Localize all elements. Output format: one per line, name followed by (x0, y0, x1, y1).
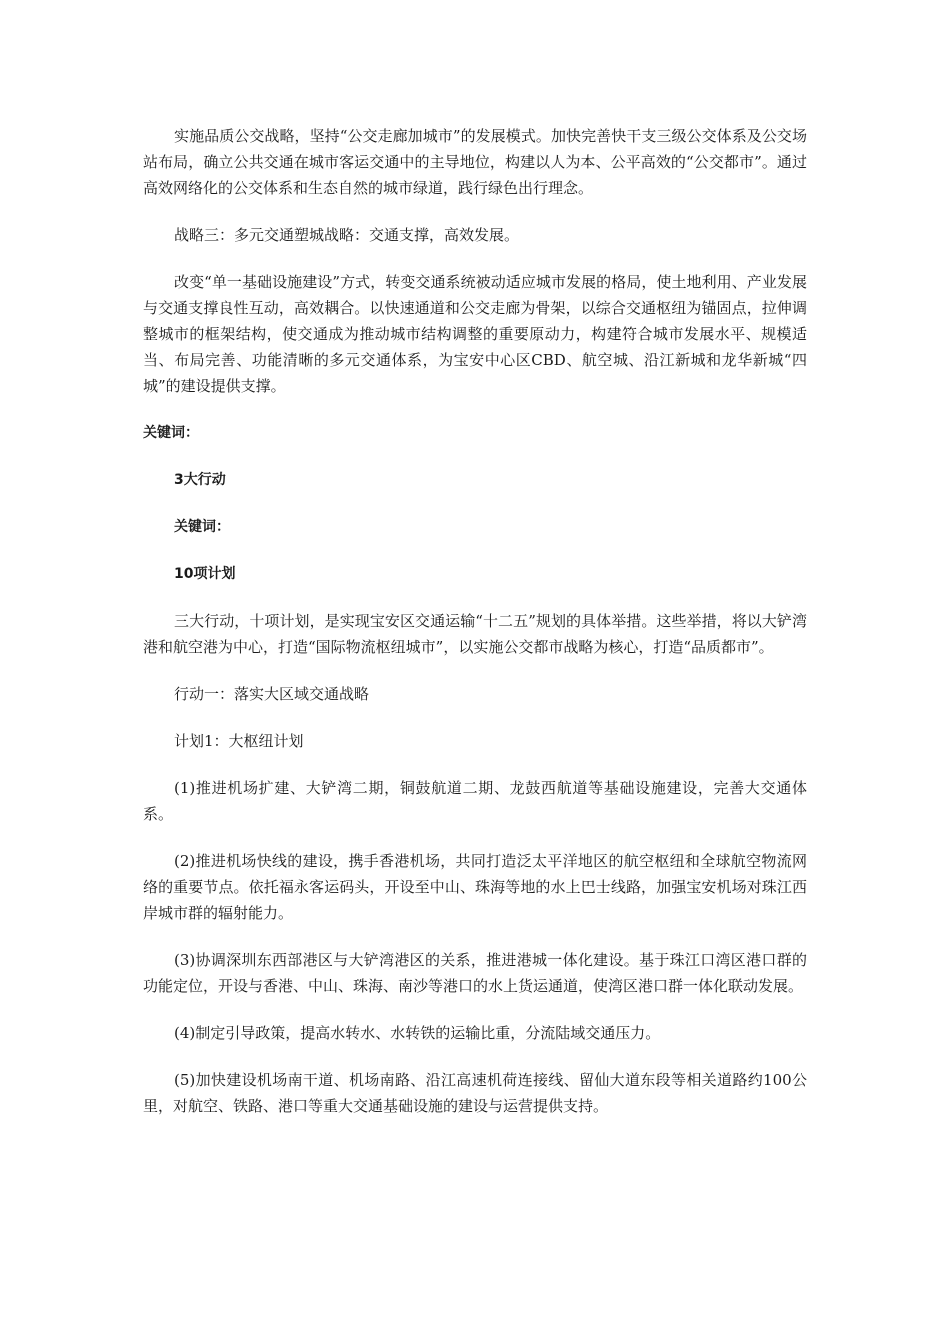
list-item-2: (2)推进机场快线的建设，携手香港机场，共同打造泛太平洋地区的航空枢纽和全球航空物流网络的重要节点。依托福永客运码头，开设至中山、珠海等地的水上巴士线路，加强宝安机场对珠江西岸城市群的辐射能力。 (143, 852, 807, 922)
keyword-label: 关键词： (143, 425, 199, 441)
heading-ten-plans: 10项计划 (174, 566, 236, 582)
heading-three-actions: 3大行动 (174, 472, 226, 488)
paragraph-multimodal: 改变“单一基础设施建设”方式，转变交通系统被动适应城市发展的格局，使土地利用、产业发展与交通支撑良性互动，高效耦合。以快速通道和公交走廊为骨架，以综合交通枢纽为锚固点，拉伸调整城市的框架结构，使交通成为推动城市结构调整的重要原动力，构建符合城市发展水平、规模适当、布局完善、功能清晰的多元交通体系，为宝安中心区CBD、航空城、沿江新城和龙华新城“四城”的建设提供支撑。 (143, 273, 807, 395)
document-body (143, 123, 807, 1140)
list-item-1: (1)推进机场扩建、大铲湾二期，铜鼓航道二期、龙鼓西航道等基础设施建设，完善大交通体系。 (143, 779, 807, 823)
heading-action-one: 行动一：落实大区域交通战略 (174, 685, 370, 703)
paragraph-transit-strategy: 实施品质公交战略，坚持“公交走廊加城市”的发展模式。加快完善快干支三级公交体系及公交场站布局，确立公共交通在城市客运交通中的主导地位，构建以人为本、公平高效的“公交都市”。通过高效网络化的公交体系和生态自然的城市绿道，践行绿色出行理念。 (143, 127, 807, 197)
list-item-5: (5)加快建设机场南干道、机场南路、沿江高速机荷连接线、留仙大道东段等相关道路约100公里，对航空、铁路、港口等重大交通基础设施的建设与运营提供支持。 (143, 1071, 807, 1115)
heading-plan-one: 计划1：大枢纽计划 (174, 732, 304, 750)
paragraph-actions-intro: 三大行动，十项计划，是实现宝安区交通运输“十二五”规划的具体举措。这些举措，将以大铲湾港和航空港为中心，打造“国际物流枢纽城市”，以实施公交都市战略为核心，打造“品质都市”。 (143, 612, 807, 656)
keyword-label-2: 关键词： (174, 519, 230, 535)
list-item-3: (3)协调深圳东西部港区与大铲湾港区的关系，推进港城一体化建设。基于珠江口湾区港口群的功能定位，开设与香港、中山、珠海、南沙等港口的水上货运通道，使湾区港口群一体化联动发展。 (143, 951, 807, 995)
list-item-4: (4)制定引导政策，提高水转水、水转铁的运输比重，分流陆域交通压力。 (174, 1024, 661, 1042)
paragraph-strategy-three: 战略三：多元交通塑城战略：交通支撑，高效发展。 (174, 226, 520, 244)
